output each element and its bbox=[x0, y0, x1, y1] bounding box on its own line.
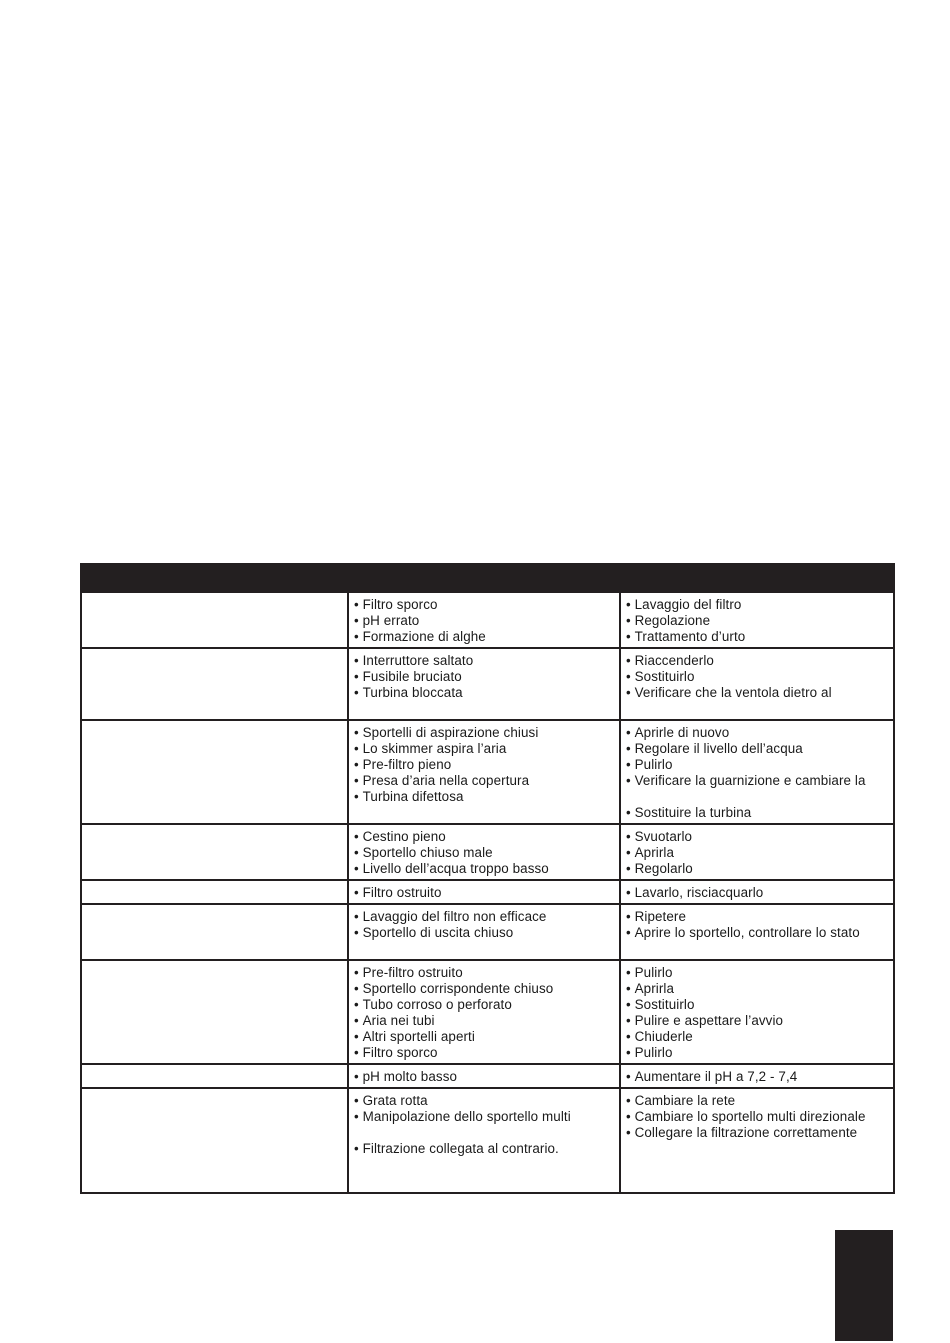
cause-item: • Presa d’aria nella copertura bbox=[354, 773, 615, 789]
solution-cell bbox=[620, 880, 894, 904]
troubleshooting-table bbox=[80, 563, 895, 1194]
problem-cell bbox=[81, 824, 348, 880]
solution-item: • Ripetere bbox=[626, 909, 889, 925]
cause-item: • Grata rotta bbox=[354, 1093, 615, 1109]
cause-item: • Turbina difettosa bbox=[354, 789, 615, 805]
cause-item: • Livello dell’acqua troppo basso bbox=[354, 861, 615, 877]
cause-item: • Altri sportelli aperti bbox=[354, 1029, 615, 1045]
cause-cell bbox=[348, 720, 620, 824]
cause-item: • Filtro ostruito bbox=[354, 885, 615, 901]
table-row bbox=[81, 1088, 894, 1193]
table-row bbox=[81, 1064, 894, 1088]
table-row bbox=[81, 904, 894, 960]
cause-item: • Filtro sporco bbox=[354, 1045, 615, 1061]
cause-item: • Pre-filtro ostruito bbox=[354, 965, 615, 981]
cause-item: • Turbina bloccata bbox=[354, 685, 615, 701]
table-row bbox=[81, 648, 894, 720]
problem-cell bbox=[81, 720, 348, 824]
solution-cell bbox=[620, 960, 894, 1064]
solution-item: • Aprirla bbox=[626, 845, 889, 861]
solution-item: • Pulirlo bbox=[626, 757, 889, 773]
solution-item: • Aumentare il pH a 7,2 - 7,4 bbox=[626, 1069, 889, 1085]
solution-item: • Lavaggio del filtro bbox=[626, 597, 889, 613]
solution-item: • Regolazione bbox=[626, 613, 889, 629]
solution-item: • Cambiare la rete bbox=[626, 1093, 889, 1109]
problem-cell bbox=[81, 1088, 348, 1193]
cause-cell bbox=[348, 824, 620, 880]
table-header-cell bbox=[81, 564, 894, 592]
solution-cell bbox=[620, 824, 894, 880]
problem-cell bbox=[81, 648, 348, 720]
solution-item: • Sostituirlo bbox=[626, 997, 889, 1013]
cause-item: • Lo skimmer aspira l’aria bbox=[354, 741, 615, 757]
cause-item: • Cestino pieno bbox=[354, 829, 615, 845]
problem-cell bbox=[81, 592, 348, 648]
problem-cell bbox=[81, 904, 348, 960]
solution-item: • Aprirle di nuovo bbox=[626, 725, 889, 741]
solution-cell bbox=[620, 648, 894, 720]
solution-item: • Verificare la guarnizione e cambiare la bbox=[626, 773, 889, 789]
problem-cell bbox=[81, 960, 348, 1064]
solution-item: • Collegare la filtrazione correttamente bbox=[626, 1125, 889, 1141]
solution-item: • Chiuderle bbox=[626, 1029, 889, 1045]
solution-item: • Sostituirlo bbox=[626, 669, 889, 685]
table-header-bar bbox=[81, 564, 894, 592]
cause-cell bbox=[348, 648, 620, 720]
table-row bbox=[81, 592, 894, 648]
cause-cell bbox=[348, 592, 620, 648]
cause-cell bbox=[348, 960, 620, 1064]
problem-cell bbox=[81, 880, 348, 904]
solution-item: • Riaccenderlo bbox=[626, 653, 889, 669]
solution-item: • Regolare il livello dell’acqua bbox=[626, 741, 889, 757]
problem-cell bbox=[81, 1064, 348, 1088]
cause-item: • Sportelli di aspirazione chiusi bbox=[354, 725, 615, 741]
side-tab-marker bbox=[835, 1230, 893, 1341]
solution-cell bbox=[620, 592, 894, 648]
solution-cell bbox=[620, 720, 894, 824]
cause-cell bbox=[348, 904, 620, 960]
cause-item: • Filtrazione collegata al contrario. bbox=[354, 1141, 615, 1157]
table-row bbox=[81, 880, 894, 904]
solution-item: • Aprirla bbox=[626, 981, 889, 997]
solution-cell bbox=[620, 1064, 894, 1088]
solution-item: • Pulire e aspettare l’avvio bbox=[626, 1013, 889, 1029]
cause-item: • Lavaggio del filtro non efficace bbox=[354, 909, 615, 925]
solution-item: • Aprire lo sportello, controllare lo stato bbox=[626, 925, 889, 941]
solution-item: • Regolarlo bbox=[626, 861, 889, 877]
cause-item: • Interruttore saltato bbox=[354, 653, 615, 669]
cause-item: • Tubo corroso o perforato bbox=[354, 997, 615, 1013]
cause-item: • pH errato bbox=[354, 613, 615, 629]
blank-line bbox=[354, 1125, 615, 1141]
cause-item: • Fusibile bruciato bbox=[354, 669, 615, 685]
solution-item: • Verificare che la ventola dietro al bbox=[626, 685, 889, 701]
cause-cell bbox=[348, 1064, 620, 1088]
cause-item: • Manipolazione dello sportello multi bbox=[354, 1109, 615, 1125]
solution-item: • Sostituire la turbina bbox=[626, 805, 889, 821]
table-row bbox=[81, 720, 894, 824]
cause-item: • Formazione di alghe bbox=[354, 629, 615, 645]
solution-cell bbox=[620, 1088, 894, 1193]
cause-item: • Pre-filtro pieno bbox=[354, 757, 615, 773]
solution-item: • Lavarlo, risciacquarlo bbox=[626, 885, 889, 901]
cause-item: • Aria nei tubi bbox=[354, 1013, 615, 1029]
blank-line bbox=[626, 789, 889, 805]
cause-cell bbox=[348, 880, 620, 904]
solution-item: • Cambiare lo sportello multi direzionale bbox=[626, 1109, 889, 1125]
solution-item: • Svuotarlo bbox=[626, 829, 889, 845]
cause-item: • pH molto basso bbox=[354, 1069, 615, 1085]
cause-cell bbox=[348, 1088, 620, 1193]
solution-item: • Trattamento d’urto bbox=[626, 629, 889, 645]
solution-cell bbox=[620, 904, 894, 960]
table-row bbox=[81, 824, 894, 880]
cause-item: • Sportello corrispondente chiuso bbox=[354, 981, 615, 997]
table-row bbox=[81, 960, 894, 1064]
troubleshooting-table-body bbox=[81, 564, 894, 1193]
solution-item: • Pulirlo bbox=[626, 1045, 889, 1061]
cause-item: • Sportello chiuso male bbox=[354, 845, 615, 861]
solution-item: • Pulirlo bbox=[626, 965, 889, 981]
cause-item: • Sportello di uscita chiuso bbox=[354, 925, 615, 941]
cause-item: • Filtro sporco bbox=[354, 597, 615, 613]
